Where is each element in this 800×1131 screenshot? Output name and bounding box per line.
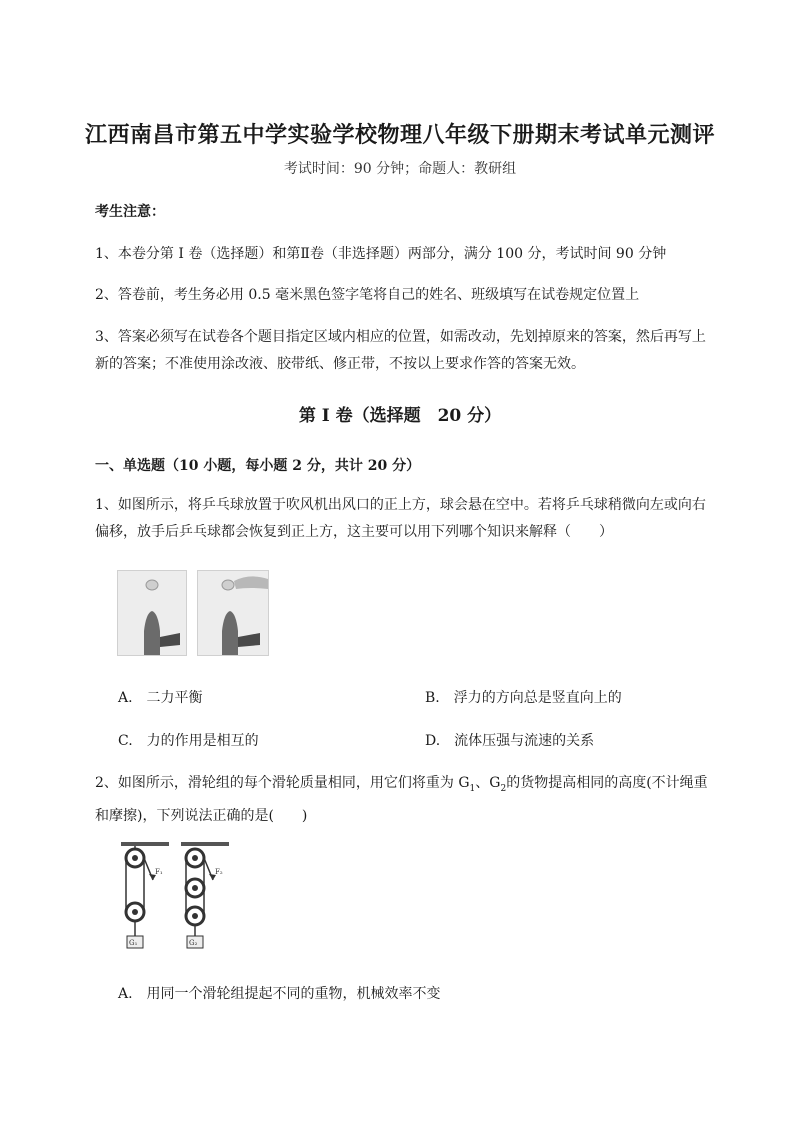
- exam-info: 考试时间：90 分钟；命题人：教研组: [283, 161, 517, 177]
- question-1-stem: 1、如图所示，将乒乓球放置于吹风机出风口的正上方，球会悬在空中。若将乒乓球稍微向左或向右偏移，放手后乒乓球都会恢复到正上方，这主要可以用下列哪个知识来解释（ ）: [95, 497, 706, 540]
- part-heading: 一、单选题（10 小题，每小题 2 分，共计 20 分）: [95, 458, 421, 474]
- question-1-option-c: C. 力的作用是相互的: [118, 733, 259, 749]
- notice-item-1: 1、本卷分第 I 卷（选择题）和第Ⅱ卷（非选择题）两部分，满分 100 分，考试时间 90 分钟: [95, 246, 667, 262]
- hair-dryer-ball-image-left: [118, 571, 186, 655]
- question-2-pulley-figure: [117, 836, 235, 958]
- notice-item-3: 3、答案必须写在试卷各个题目指定区域内相应的位置，如需改动，先划掉原来的答案，然后再写上新的答案；不准使用涂改液、胶带纸、修正带，不按以上要求作答的答案无效。: [95, 329, 706, 372]
- question-2-subscript-1: 1: [469, 783, 476, 794]
- notice-heading: 考生注意：: [95, 204, 165, 220]
- hair-dryer-ball-image-right: [198, 571, 268, 655]
- question-1-photo-left: [117, 570, 187, 656]
- force-label-f2: F₂: [215, 868, 223, 876]
- notice-item-2: 2、答卷前，考生务必用 0.5 毫米黑色签字笔将自己的姓名、班级填写在试卷规定位置上: [95, 287, 640, 303]
- question-2-option-a: A. 用同一个滑轮组提起不同的重物，机械效率不变: [118, 986, 441, 1002]
- question-1-option-d: D. 流体压强与流速的关系: [425, 733, 595, 749]
- question-1-option-a: A. 二力平衡: [118, 690, 203, 706]
- question-2-stem-part-1: 2、如图所示，滑轮组的每个滑轮质量相同，用它们将重为 G: [95, 775, 470, 791]
- question-1-option-b: B. 浮力的方向总是竖直向上的: [425, 690, 622, 706]
- pulley-system-diagram: [117, 836, 235, 958]
- section-title: 第 I 卷（选择题 20 分）: [298, 406, 502, 426]
- question-2-stem-part-2: 、G: [475, 775, 501, 791]
- question-1-photo-right: [197, 570, 269, 656]
- question-2-subscript-2: 2: [500, 783, 507, 794]
- weight-label-g2: G₂: [189, 939, 198, 947]
- force-label-f1: F₁: [155, 868, 163, 876]
- question-2-stem: [95, 770, 715, 830]
- page-title: 江西南昌市第五中学实验学校物理八年级下册期末考试单元测评: [84, 122, 715, 148]
- weight-label-g1: G₁: [129, 939, 138, 947]
- question-2-stem-part-3: 的货物提高相同的高度(不计绳重和摩擦)，下列说法正确的是( ): [95, 775, 708, 824]
